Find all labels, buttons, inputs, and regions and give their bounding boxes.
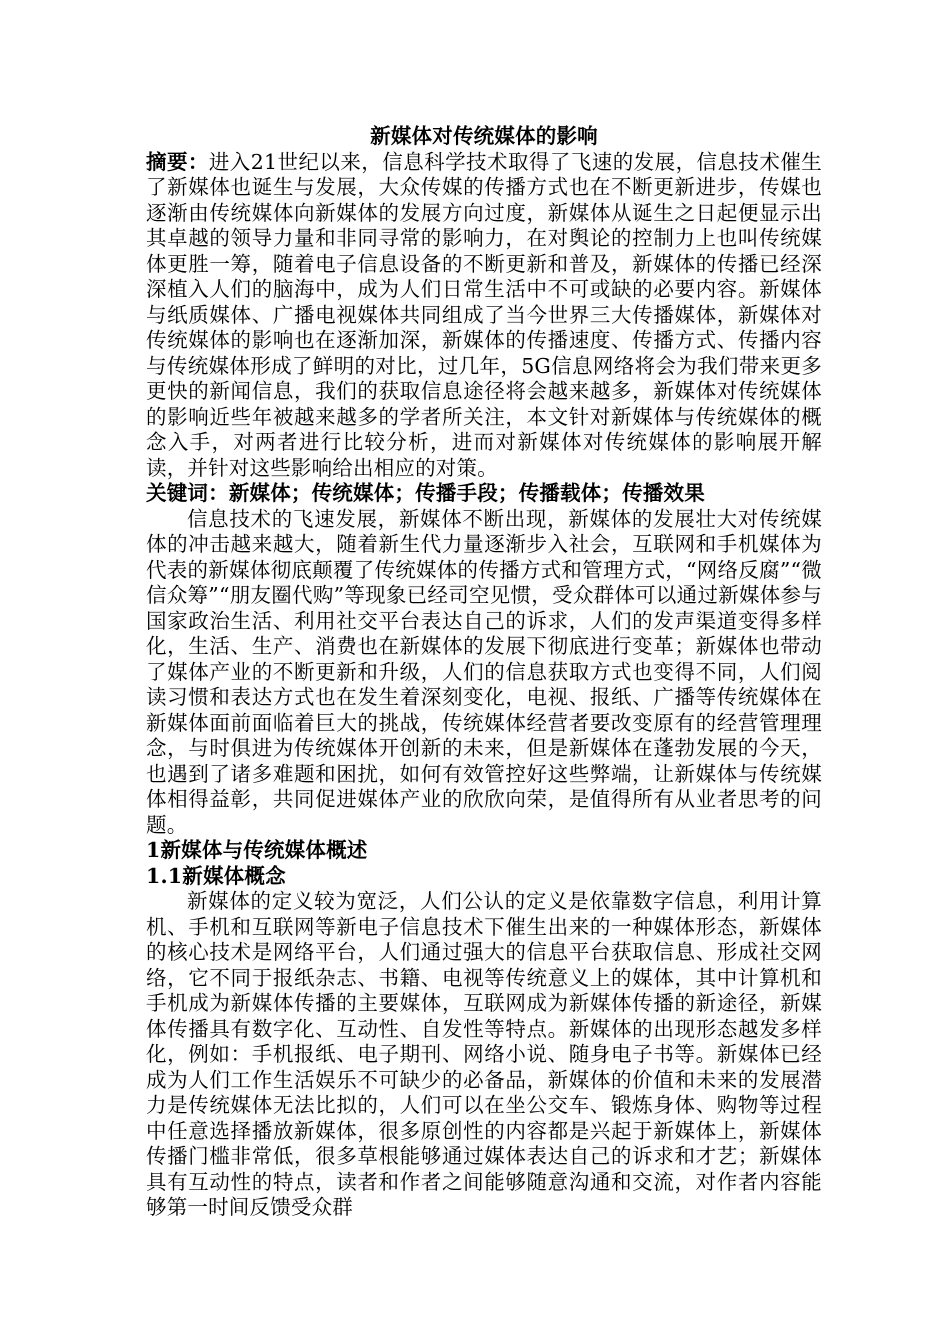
section-1-heading: 1新媒体与传统媒体概述 (146, 838, 368, 862)
document-title: 新媒体对传统媒体的影响 (370, 124, 598, 148)
section-1-1-heading: 1.1新媒体概念 (146, 863, 286, 888)
abstract-paragraph (146, 150, 822, 482)
abstract-label: 摘要： (146, 149, 209, 174)
document-page (146, 124, 822, 1221)
abstract-text: 进入21世纪以来，信息科学技术取得了飞速的发展，信息技术催生了新媒体也诞生与发展，大众传媒的传播方式也在不断更新进步，传媒也逐渐由传统媒体向新媒体的发展方向过度，新媒体从诞生之日起便显示出其卓越的领导力量和非同寻常的影响力，在对舆论的控制力上也叫传统媒体更胜一筹，随着电子信息设备的不断更新和普及，新媒体的传播已经深深植入人们的脑海中，成为人们日常生活中不可或缺的必要内容。新媒体与纸质媒体、广播电视媒体共同组成了当今世界三大传播媒体，新媒体对传统媒体的影响也在逐渐加深，新媒体的传播速度、传播方式、传播内容与传统媒体形成了鲜明的对比，过几年，5G信息网络将会为我们带来更多更快的新闻信息，我们的获取信息途径将会越来越多，新媒体对传统媒体的影响近些年被越来越多的学者所关注，本文针对新媒体与传统媒体的概念入手，对两者进行比较分析，进而对新媒体对传统媒体的影响展开解读，并针对这些影响给出相应的对策。 (146, 149, 822, 480)
intro-paragraph: 信息技术的飞速发展，新媒体不断出现，新媒体的发展壮大对传统媒体的冲击越来越大，随着新生代力量逐渐步入社会，互联网和手机媒体为代表的新媒体彻底颠覆了传统媒体的传播方式和管理方式，“网络反腐”“微信众筹”“朋友圈代购”等现象已经司空见惯，受众群体可以通过新媒体参与国家政治生活、利用社交平台表达自己的诉求，人们的发声渠道变得多样化，生活、生产、消费也在新媒体的发展下彻底进行变革；新媒体也带动了媒体产业的不断更新和升级，人们的信息获取方式也变得不同，人们阅读习惯和表达方式也在发生着深刻变化，电视、报纸、广播等传统媒体在新媒体面前面临着巨大的挑战，传统媒体经营者要改变原有的经营管理理念，与时俱进为传统媒体开创新的未来，但是新媒体在蓬勃发展的今天，也遇到了诸多难题和困扰，如何有效管控好这些弊端，让新媒体与传统媒体相得益彰，共同促进媒体产业的欣欣向荣，是值得所有从业者思考的问题。 (146, 506, 822, 837)
keywords-label: 关键词： (146, 481, 229, 505)
section-1-1-paragraph: 新媒体的定义较为宽泛，人们公认的定义是依靠数字信息，利用计算机、手机和互联网等新电子信息技术下催生出来的一种媒体形态，新媒体的核心技术是网络平台，人们通过强大的信息平台获取信息、形成社交网络，它不同于报纸杂志、书籍、电视等传统意义上的媒体，其中计算机和手机成为新媒体传播的主要媒体，互联网成为新媒体传播的新途径，新媒体传播具有数字化、互动性、自发性等特点。新媒体的出现形态越发多样化，例如：手机报纸、电子期刊、网络小说、随身电子书等。新媒体已经成为人们工作生活娱乐不可缺少的必备品，新媒体的价值和未来的发展潜力是传统媒体无法比拟的，人们可以在坐公交车、锻炼身体、购物等过程中任意选择播放新媒体，很多原创性的内容都是兴起于新媒体上，新媒体传播门槛非常低，很多草根能够通过媒体表达自己的诉求和才艺；新媒体具有互动性的特点，读者和作者之间能够随意沟通和交流，对作者内容能够第一时间反馈受众群 (146, 889, 822, 1219)
keywords-paragraph (146, 481, 822, 507)
keywords-text: 新媒体；传统媒体；传播手段；传播载体；传播效果 (228, 481, 705, 505)
